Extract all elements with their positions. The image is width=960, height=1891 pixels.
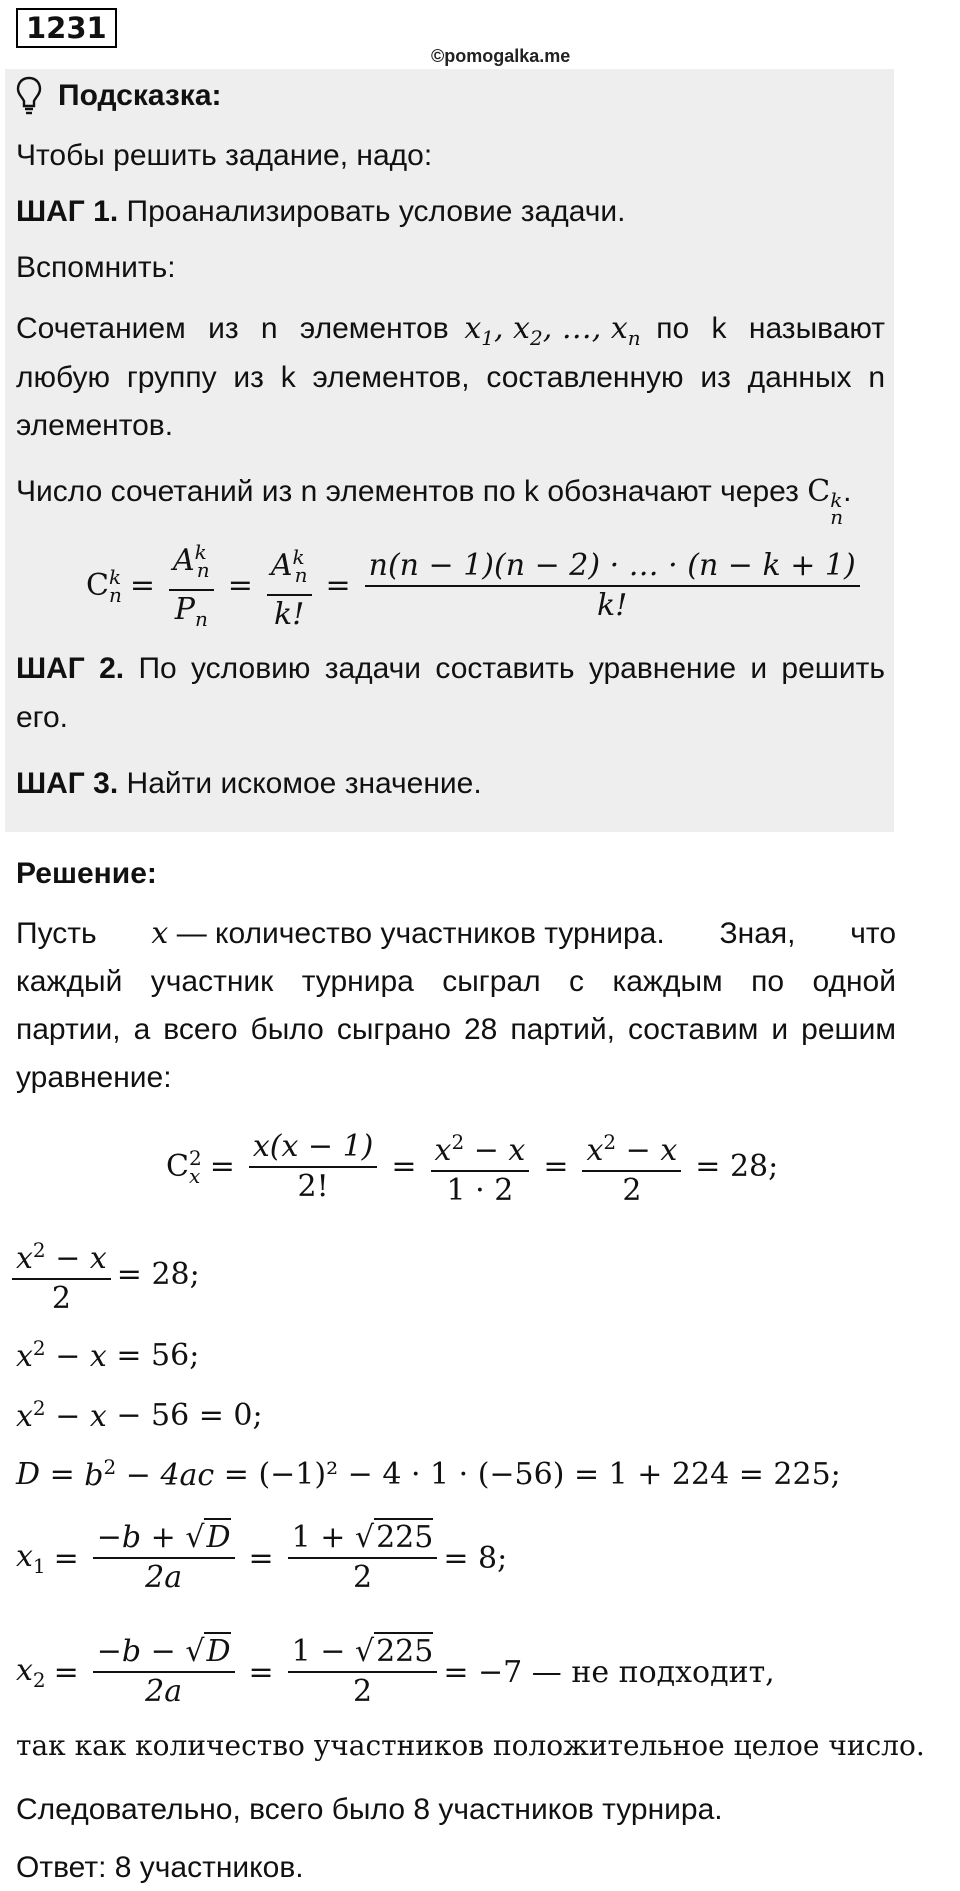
equation-quadratic-result: − 56 = 0; [116,1397,263,1433]
number-line-text: Число сочетаний из n элементов по k обозначают через [16,475,799,508]
lightbulb-icon [16,76,42,116]
equation-fraction-28: $\frac{x^2 - x}{2}$ = 28; [12,1233,200,1316]
step3-label: ШАГ 3. [16,767,119,800]
definition-text-a: Сочетанием из n элементов [16,312,449,345]
step1-text: Проанализировать условие задачи. [118,195,626,228]
solution-line3: партии, а всего было сыграно 28 партий, составим и решим [16,1013,896,1046]
equation-quadratic: $x^2 - x$ − 56 = 0; [16,1396,263,1434]
definition-line1 [16,311,885,356]
definition-line3: элементов. [16,409,174,442]
combinations-formula: C k n = $\frac{A^k_n}{P_n}$ = $\frac{A^k_n}{k!}$ = $\frac{n(n - 1)(n - 2) \cdot \dots \cdot (n - k + 1)}{k!}$ [86,535,866,636]
discriminant-result: = (−1)² − 4 · 1 · (−56) = 1 + 224 = 225; [223,1456,841,1492]
solution-text-d: что [850,917,896,950]
task-number: 1231 [16,8,117,48]
step2-line2: его. [16,701,68,734]
step2-line1 [16,651,885,687]
step2-text: По условию задачи составить уравнение и решить [124,652,885,685]
reason-line: так как количество участников положительное целое число. [16,1729,925,1762]
equation-56: $x^2 - x$ = 56; [16,1336,200,1374]
root-x2: $x_2$ = $\frac{-b - √D}{2a}$ = $\frac{1 - √225}{2}$ = −7 — не подходит, [16,1634,775,1709]
definition-line2: любую группу из k элементов, составленную из данных n [16,361,885,394]
root-x1: $x_1$ = $\frac{-b + √D}{2a}$ = $\frac{1 + √225}{2}$ = 8; [16,1520,508,1595]
answer: Ответ: 8 участников. [16,1851,304,1884]
step3 [16,766,482,802]
number-of-combinations-line: Число сочетаний из n элементов по k обозначают через C k n . [16,474,852,529]
hint-box [5,69,894,832]
hint-intro: Чтобы решить задание, надо: [16,139,433,172]
solution-line1 [16,916,896,952]
solution-line2: каждый участник турнира сыграл с каждым по одной [16,965,896,998]
equation-combination: C 2 x = $\frac{x(x - 1)}{2!}$ = $\frac{x^2 - x}{1 \cdot 2}$ = $\frac{x^2 - x}{2}$ = 28; [166,1125,786,1208]
equation-fraction-28-result: = 28; [116,1257,200,1292]
sequence-formula: $x_1$, $x_2$, …, $x_n$ [464,311,641,350]
watermark: ©pomogalka.me [431,46,571,66]
remember-label: Вспомнить: [16,251,176,284]
step2-label: ШАГ 2. [16,652,125,685]
definition-text-b: по k называют [656,312,885,345]
solution-text-a: Пусть [16,917,97,950]
step3-text: Найти искомое значение. [118,767,482,800]
root-x2-result: = −7 — не подходит, [443,1654,775,1690]
hint-title: Подсказка: [58,79,222,112]
solution-text-b: — количество участников турнира. [176,917,665,950]
solution-title: Решение: [16,857,157,890]
root-x1-result: = 8; [443,1540,508,1576]
solution-line4: уравнение: [16,1061,172,1094]
step1 [16,194,625,230]
solution-text-c: Зная, [719,917,796,950]
step1-label: ШАГ 1. [16,195,119,228]
discriminant: D = $b^2 - 4ac$ = (−1)² − 4 · 1 · (−56) = 1 + 224 = 225; [16,1455,841,1493]
conclusion: Следовательно, всего было 8 участников турнира. [16,1793,723,1826]
solution-text-var: x — количество участников турнира. [151,916,665,951]
equation-56-result: = 56; [116,1337,200,1373]
